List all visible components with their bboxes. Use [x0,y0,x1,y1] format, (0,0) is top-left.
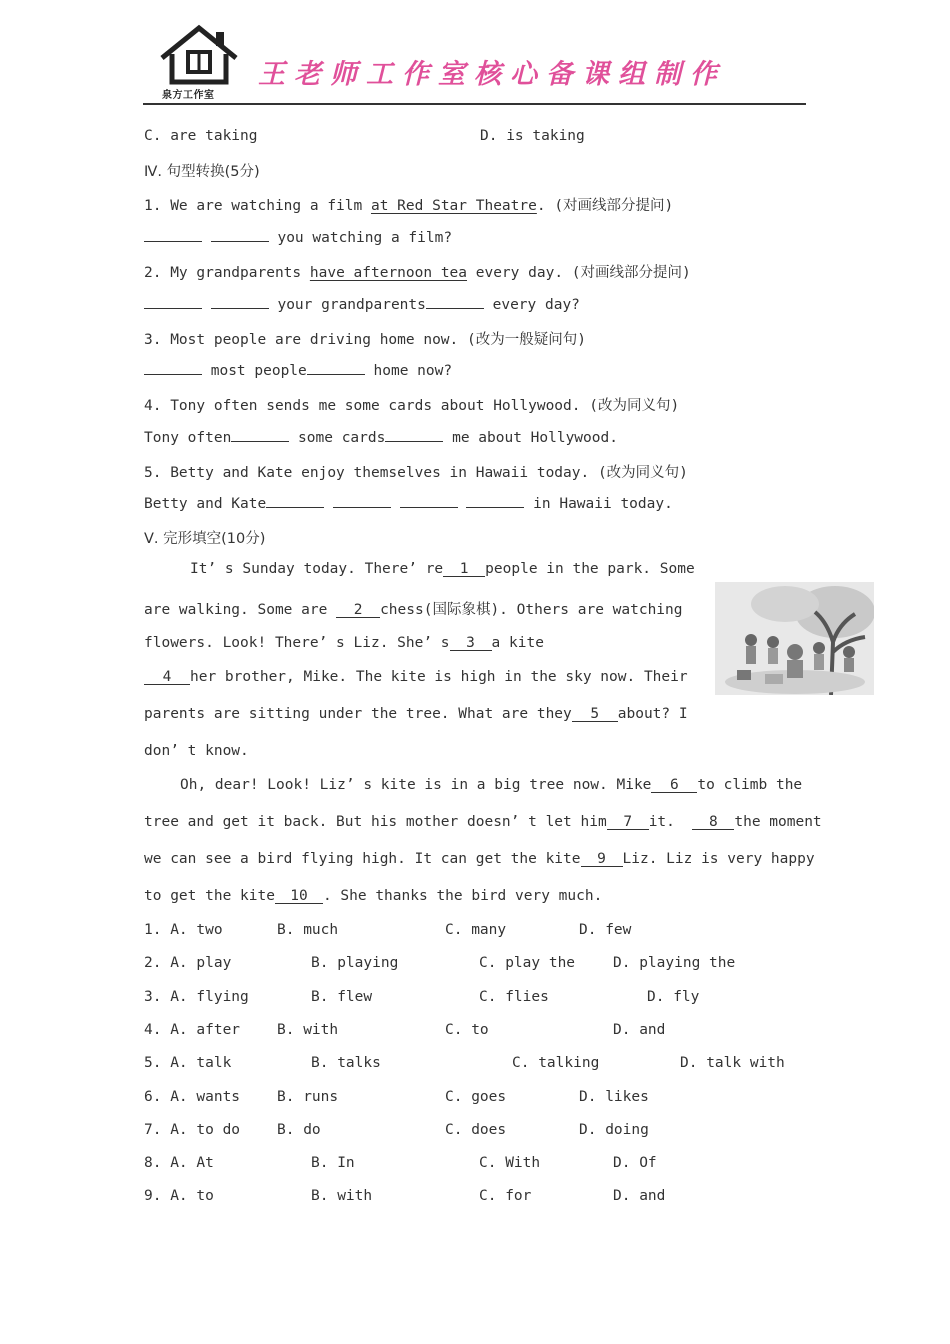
answer-blank[interactable] [231,428,289,442]
option-q7-c[interactable]: C. does [445,1121,507,1138]
cloze-blank-10[interactable]: 10 [275,890,323,904]
option-q1-d[interactable]: D. few [579,922,632,938]
text: it. [648,814,675,830]
answer-blank[interactable] [144,295,202,309]
cloze-blank-1[interactable]: 1 [443,563,485,577]
answer-blank[interactable] [333,494,391,508]
cloze-p1-line4 [144,669,688,685]
text: flowers. Look! There’ s Liz. She’ s [144,635,450,651]
answer-blank[interactable] [466,494,524,508]
option-q5-d[interactable]: D. talk with [680,1055,785,1072]
text: a kite [491,635,544,651]
option-q7-a[interactable]: 7. A. to do [144,1121,241,1138]
option-q4-d[interactable]: D. and [613,1021,666,1038]
cloze-p2-line3 [144,851,815,867]
s4-q3-answer-text-b: home now? [373,363,453,379]
answer-blank[interactable] [426,295,484,309]
option-q2-d[interactable]: D. playing the [613,955,736,972]
cloze-blank-9[interactable]: 9 [581,853,623,867]
option-q3-a[interactable]: 3. A. flying [144,988,249,1005]
option-q9-a[interactable]: 9. A. to [144,1188,214,1205]
text: the moment [734,814,822,830]
answer-blank[interactable] [385,428,443,442]
cloze-p1-line1 [190,561,695,577]
s4-q3-answer-text-a: most people [210,363,307,379]
option-q4-c[interactable]: C. to [445,1021,489,1038]
s4-q1 [144,194,673,215]
s4-q2-underlined: have afternoon tea [309,265,468,281]
option-q5-b[interactable]: B. talks [311,1055,381,1072]
page-header [0,0,950,110]
option-q4-b[interactable]: B. with [277,1021,339,1038]
text: we can see a bird flying high. It can get the kite [144,851,581,867]
cloze-blank-6[interactable]: 6 [651,779,697,793]
option-q8-a[interactable]: 8. A. At [144,1155,214,1172]
answer-blank[interactable] [266,494,324,508]
logo-caption: 泉方工作室 [162,90,215,101]
text: people in the park. Some [485,561,695,577]
s4-q5: 5. Betty and Kate enjoy themselves in Hawaii today. (改为同义句) [144,465,688,481]
text: Oh, dear! Look! Liz’ s kite is in a big tree now. Mike [180,777,652,793]
s4-q4: 4. Tony often sends me some cards about Hollywood. (改为同义句) [144,398,680,414]
park-scene-illustration [715,582,874,695]
option-q6-b[interactable]: B. runs [277,1088,339,1105]
section-4-title: Ⅳ. 句型转换(5分) [144,164,260,180]
answer-blank[interactable] [211,295,269,309]
option-q1-b[interactable]: B. much [277,922,339,938]
s4-q2-answer [144,295,580,313]
text: . She thanks the bird very much. [322,888,603,904]
option-q5-a[interactable]: 5. A. talk [144,1055,232,1072]
option-q3-d[interactable]: D. fly [647,988,700,1005]
header-banner: 王老师工作室核心备课组制作 [258,59,726,90]
s4-q5-answer-text-b: in Hawaii today. [533,496,673,512]
cloze-p1-line3 [144,635,544,651]
prev-option-d: D. is taking [480,128,585,144]
option-q6-c[interactable]: C. goes [445,1088,507,1105]
text: to get the kite [144,888,275,904]
cloze-blank-5[interactable]: 5 [572,708,618,722]
option-q1-a[interactable]: 1. A. two [144,922,223,938]
answer-blank[interactable] [400,494,458,508]
cloze-p2-line1 [180,777,802,793]
text: parents are sitting under the tree. What are they [144,706,572,722]
s4-q2-answer-text-a: your grandparents [277,297,426,313]
section-5-title: Ⅴ. 完形填空(10分) [144,531,266,547]
s4-q2-answer-text-b: every day? [492,297,580,313]
option-q1-c[interactable]: C. many [445,922,507,938]
s4-q1-answer [144,228,452,246]
cloze-blank-7[interactable]: 7 [607,816,649,830]
cloze-blank-3[interactable]: 3 [450,637,492,651]
answer-blank[interactable] [144,361,202,375]
cloze-p2-line2 [144,814,822,830]
answer-blank[interactable] [307,361,365,375]
s4-q1-answer-text: you watching a film? [277,230,453,246]
s4-q1-post: . (对画线部分提问) [536,198,674,214]
option-q5-c[interactable]: C. talking [512,1055,600,1072]
s4-q2-pre: 2. My grandparents [144,265,310,281]
text: tree and get it back. But his mother doesn’ t let him [144,814,607,830]
cloze-p1-line2 [144,598,683,619]
option-q3-c[interactable]: C. flies [479,988,549,1005]
option-q2-a[interactable]: 2. A. play [144,955,232,972]
s4-q4-answer-text-b: some cards [298,430,386,446]
prev-option-c: C. are taking [144,128,258,144]
s4-q5-answer-text-a: Betty and Kate [144,496,267,512]
text: to climb the [697,777,803,793]
option-q6-d[interactable]: D. likes [579,1088,649,1105]
s4-q5-answer [144,494,673,512]
option-q9-b[interactable]: B. with [311,1188,373,1205]
s4-q4-answer-text-a: Tony often [144,430,232,446]
option-q6-a[interactable]: 6. A. wants [144,1088,241,1105]
text: It’ s Sunday today. There’ re [190,561,444,577]
s4-q2-post: every day. (对画线部分提问) [467,265,691,281]
text: about? I [617,706,688,722]
cloze-blank-4[interactable]: 4 [144,671,190,685]
cloze-blank-8[interactable]: 8 [692,816,734,830]
option-q3-b[interactable]: B. flew [311,988,373,1005]
text: are walking. Some are [144,602,328,618]
header-divider [143,103,806,105]
option-q8-d[interactable]: D. Of [613,1155,657,1172]
option-q9-d[interactable]: D. and [613,1188,666,1205]
option-q2-b[interactable]: B. playing [311,955,399,972]
s4-q1-underlined: at Red Star Theatre [370,198,537,214]
s4-q2 [144,261,691,282]
option-q4-a[interactable]: 4. A. after [144,1021,241,1038]
option-q8-b[interactable]: B. In [311,1155,355,1172]
option-q7-d[interactable]: D. doing [579,1121,649,1138]
option-q9-c[interactable]: C. for [479,1188,532,1205]
text: her brother, Mike. The kite is high in the sky now. Their [190,669,688,685]
s4-q4-answer-text-c: me about Hollywood. [452,430,618,446]
cloze-blank-2[interactable]: 2 [336,604,380,618]
option-q2-c[interactable]: C. play the [479,955,576,972]
s4-q1-pre: 1. We are watching a film [144,198,371,214]
text: chess(国际象棋). Others are watching [380,602,683,618]
text: Liz. Liz is very happy [622,851,815,867]
option-q8-c[interactable]: C. With [479,1155,541,1172]
cloze-p1-line5 [144,706,688,722]
answer-blank[interactable] [211,228,269,242]
s4-q3-answer [144,361,452,379]
answer-blank[interactable] [144,228,202,242]
cloze-p2-line4 [144,888,602,904]
s4-q3: 3. Most people are driving home now. (改为一般疑问句) [144,332,586,348]
s4-q4-answer [144,428,618,446]
option-q7-b[interactable]: B. do [277,1121,321,1138]
cloze-p1-line6: don’ t know. [144,743,249,759]
